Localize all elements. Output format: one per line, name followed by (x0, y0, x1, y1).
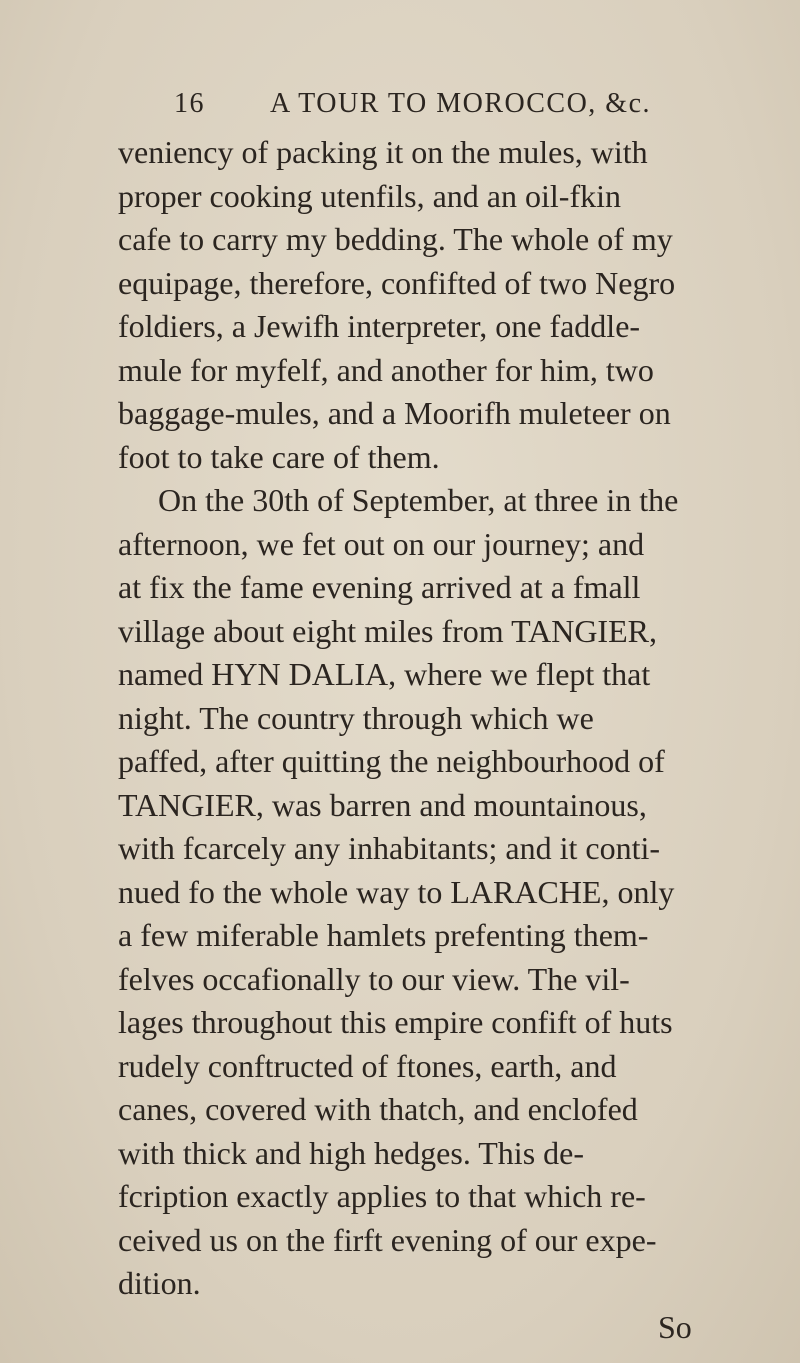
text-line: foldiers, a Jewifh interpreter, one faddle- (118, 308, 641, 344)
text-line: at fix the fame evening arrived at a fmall (118, 569, 641, 605)
text-line: village about eight miles from TANGIER, (118, 612, 657, 649)
text-line: canes, covered with thatch, and enclofed (118, 1091, 638, 1127)
catchword: So (658, 1308, 692, 1345)
text-line: nued fo the whole way to LARACHE, only (118, 873, 675, 910)
page-number: 16 (174, 88, 205, 119)
text-line: equipage, therefore, confifted of two Negro (118, 264, 676, 301)
text-line: dition. (118, 1265, 201, 1301)
text-line: lages throughout this empire confift of huts (118, 1004, 673, 1040)
text-line: fcription exactly applies to that which re- (118, 1178, 646, 1214)
text-line: named HYN DALIA, where we flept that (118, 656, 651, 692)
text-line: baggage-mules, and a Moorifh muleteer on (118, 395, 671, 431)
text-line: night. The country through which we (118, 699, 594, 736)
text-line: On the 30th of September, at three in the (158, 482, 679, 518)
text-line: veniency of packing it on the mules, with (118, 134, 648, 170)
text-line: paffed, after quitting the neighbourhood of (118, 743, 665, 779)
text-line: with thick and high hedges. This de- (118, 1134, 584, 1171)
text-line: cafe to carry my bedding. The whole of my (118, 221, 673, 257)
text-line: rudely conftructed of ftones, earth, and (118, 1047, 617, 1084)
text-line: afternoon, we fet out on our journey; and (118, 525, 645, 562)
text-line: proper cooking utenfils, and an oil-fkin (118, 177, 621, 214)
running-title: A TOUR TO MOROCCO, &c. (270, 88, 651, 119)
text-line: mule for myfelf, and another for him, two (118, 351, 654, 388)
running-header (174, 88, 774, 128)
text-line: felves occafionally to our view. The vil- (118, 960, 630, 997)
text-line: a few miferable hamlets prefenting them- (118, 917, 649, 953)
text-line: TANGIER, was barren and mountainous, (118, 786, 647, 823)
text-line: ceived us on the firft evening of our expe- (118, 1221, 657, 1258)
text-line: foot to take care of them. (118, 438, 440, 475)
text-line: with fcarcely any inhabitants; and it conti- (118, 830, 661, 866)
